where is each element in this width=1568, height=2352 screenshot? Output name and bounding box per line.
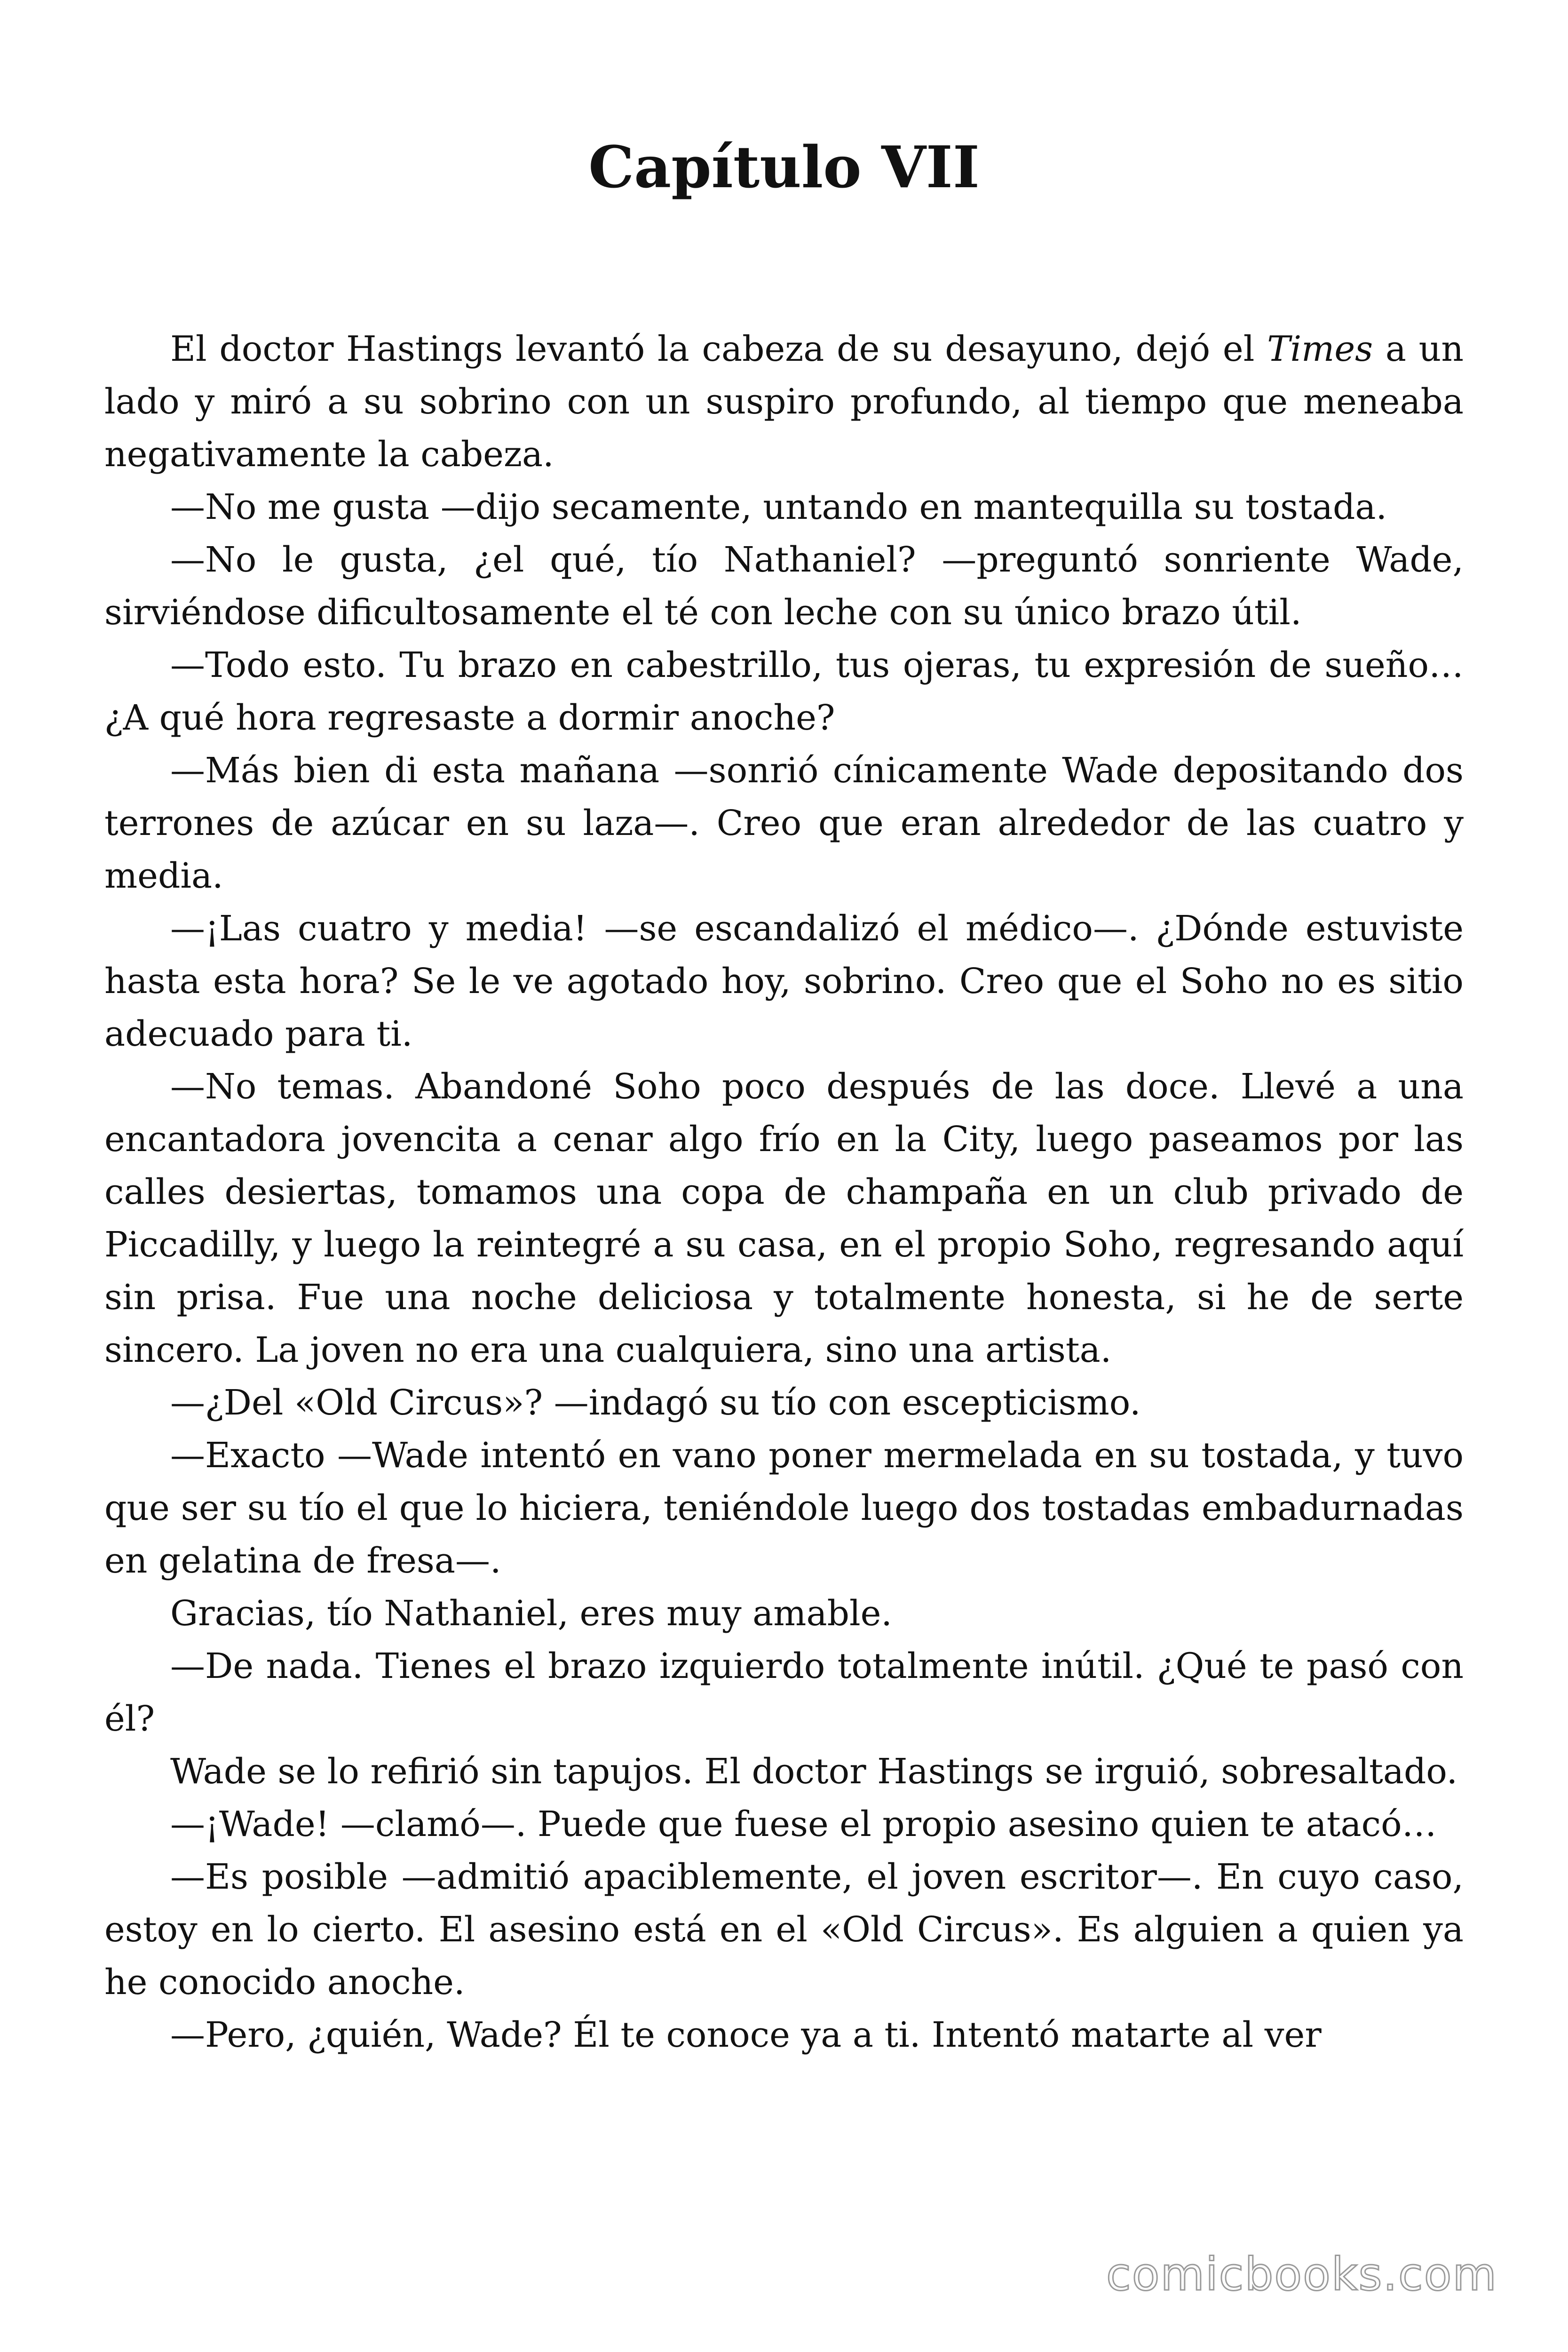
paragraph-12: Wade se lo refirió sin tapujos. El doctor Hastings se irguió, sobresaltado.	[170, 1751, 1458, 1792]
paragraph-10: Gracias, tío Nathaniel, eres muy amable.	[170, 1593, 892, 1634]
paragraph-9: —Exacto —Wade intentó en vano poner mermelada en su tostada, y tuvo que ser su tío el que lo hiciera, teniéndole luego dos tostadas embadurnadas en gelatina de fresa—.	[104, 1435, 1464, 1581]
paragraph-1	[104, 323, 1464, 481]
paragraph-11: —De nada. Tienes el brazo izquierdo totalmente inútil. ¿Qué te pasó con él?	[104, 1646, 1464, 1739]
paragraph-14: —Es posible —admitió apaciblemente, el joven escritor—. En cuyo caso, estoy en lo cierto. El asesino está en el «Old Circus». Es alguien a quien ya he conocido anoche.	[104, 1857, 1464, 2002]
paragraph-2: —No me gusta —dijo secamente, untando en mantequilla su tostada.	[170, 487, 1387, 527]
paragraph-1-end: a un lado y miró a su sobrino con un suspiro profundo, al tiempo que meneaba negativamente la cabeza.	[104, 329, 1464, 475]
paragraph-3: —No le gusta, ¿el qué, tío Nathaniel? —preguntó sonriente Wade, sirviéndose dificultosamente el té con leche con su único brazo útil.	[104, 540, 1464, 633]
paragraph-6: —¡Las cuatro y media! —se escandalizó el médico—. ¿Dónde estuviste hasta esta hora? Se le ve agotado hoy, sobrino. Creo que el Soho no es sitio adecuado para ti.	[104, 908, 1464, 1054]
paragraph-8: —¿Del «Old Circus»? —indagó su tío con escepticismo.	[170, 1383, 1141, 1423]
chapter-title: Capítulo VII	[588, 133, 980, 201]
newspaper-title: Times	[1267, 329, 1373, 369]
paragraph-1-start: El doctor Hastings levantó la cabeza de su desayuno, dejó el	[170, 329, 1267, 369]
paragraph-13: —¡Wade! —clamó—. Puede que fuese el propio asesino quien te atacó…	[170, 1804, 1437, 1844]
paragraph-7: —No temas. Abandoné Soho poco después de las doce. Llevé a una encantadora jovencita a cenar algo frío en la City, luego paseamos por las calles desiertas, tomamos una copa de champaña en un club privado de Piccadilly, y luego la reintegré a su casa, en el propio Soho, regresando aquí sin prisa. Fue una noche deliciosa y totalmente honesta, si he de serte sincero. La joven no era una cualquiera, sino una artista.	[104, 1066, 1464, 1370]
paragraph-15: —Pero, ¿quién, Wade? Él te conoce ya a ti. Intentó matarte al ver	[170, 2015, 1322, 2055]
paragraph-5: —Más bien di esta mañana —sonrió cínicamente Wade depositando dos terrones de azúcar en su laza—. Creo que eran alrededor de las cuatro y media.	[104, 750, 1464, 896]
paragraph-4: —Todo esto. Tu brazo en cabestrillo, tus ojeras, tu expresión de sueño… ¿A qué hora regresaste a dormir anoche?	[104, 645, 1464, 738]
body-text	[104, 323, 1464, 2061]
watermark-logo: comicbooks.com	[1106, 2248, 1497, 2301]
